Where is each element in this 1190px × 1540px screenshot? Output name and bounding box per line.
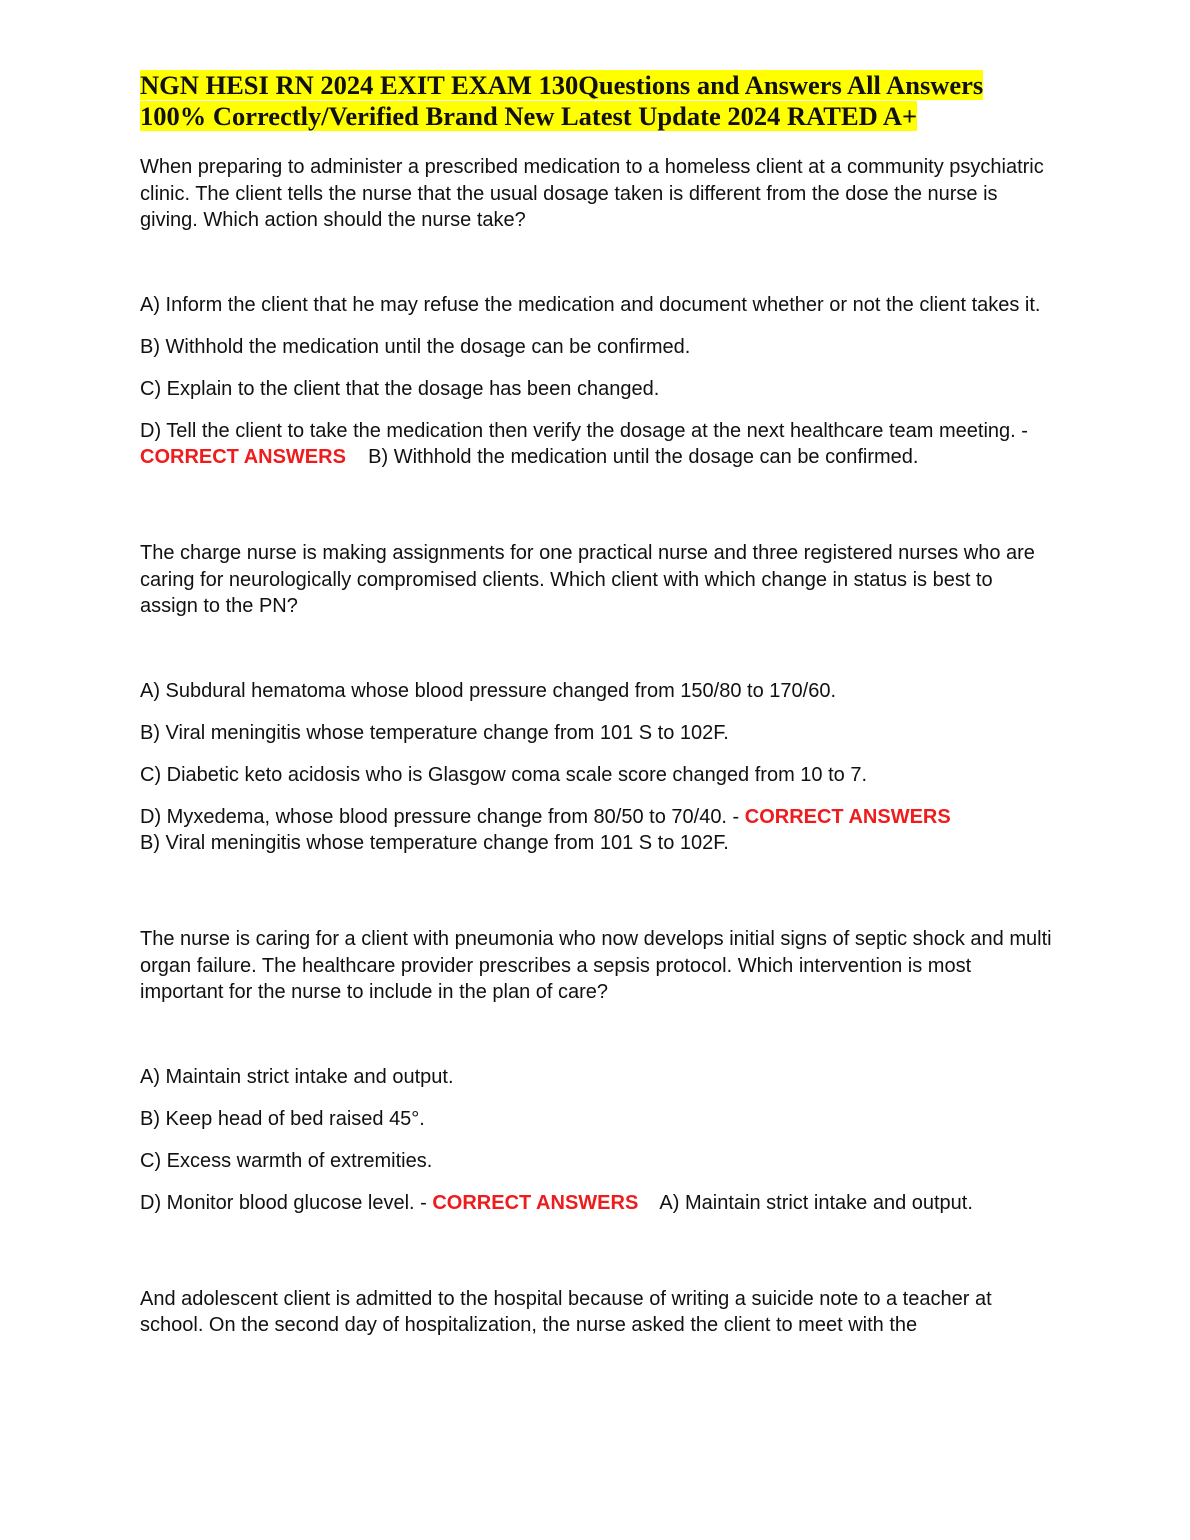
option-c: C) Diabetic keto acidosis who is Glasgow coma scale score changed from 10 to 7.	[140, 763, 868, 786]
question-block-4	[140, 1286, 1055, 1339]
option-d: D) Myxedema, whose blood pressure change from 80/50 to 70/40. -	[140, 805, 745, 828]
question-block-3	[140, 926, 1055, 1216]
answer-text: B) Viral meningitis whose temperature change from 101 S to 102F.	[140, 832, 729, 854]
question-stem: And adolescent client is admitted to the hospital because of writing a suicide note to a teacher at school. On the second day of hospitalization, the nurse asked the client to meet with the	[140, 1287, 992, 1336]
option-a: A) Inform the client that he may refuse the medication and document whether or not the client takes it.	[140, 293, 1041, 316]
option-c: C) Explain to the client that the dosage has been changed.	[140, 377, 660, 400]
option-b: B) Viral meningitis whose temperature change from 101 S to 102F.	[140, 721, 729, 744]
document-page	[140, 70, 1055, 1339]
correct-answers-label: CORRECT ANSWERS	[140, 446, 346, 468]
option-b: B) Keep head of bed raised 45°.	[140, 1107, 425, 1130]
option-d-with-answer	[140, 804, 1055, 857]
option-a: A) Maintain strict intake and output.	[140, 1065, 454, 1088]
option-c: C) Excess warmth of extremities.	[140, 1149, 433, 1172]
spacer	[140, 486, 1055, 540]
spacer	[140, 1232, 1055, 1286]
answer-text: A) Maintain strict intake and output.	[659, 1191, 973, 1214]
document-title	[140, 70, 1055, 132]
question-block-2	[140, 540, 1055, 857]
option-d-with-answer	[140, 1190, 1055, 1217]
question-stem: The charge nurse is making assignments for one practical nurse and three registered nurses who are caring for neurologically compromised clients. Which client with which change in status is best to assign to the PN?	[140, 542, 1035, 617]
option-b: B) Withhold the medication until the dosage can be confirmed.	[140, 335, 691, 358]
correct-answers-label: CORRECT ANSWERS	[432, 1191, 639, 1214]
correct-answers-label: CORRECT ANSWERS	[744, 805, 951, 828]
title-line-1: NGN HESI RN 2024 EXIT EXAM 130Questions and Answers All Answers	[140, 70, 984, 100]
option-list	[140, 1064, 1055, 1217]
answer-text: B) Withhold the medication until the dosage can be confirmed.	[368, 446, 919, 468]
option-list	[140, 678, 1055, 857]
question-stem: When preparing to administer a prescribed medication to a homeless client at a community psychiatric clinic. The client tells the nurse that the usual dosage taken is different from the dose the nurse is giving. Which action should the nurse take?	[140, 156, 1044, 231]
option-list	[140, 292, 1055, 471]
option-d-with-answer	[140, 418, 1055, 471]
question-stem: The nurse is caring for a client with pneumonia who now develops initial signs of septic shock and multi organ failure. The healthcare provider prescribes a sepsis protocol. Which intervention is most important for the nurse to include in the plan of care?	[140, 928, 1052, 1003]
option-a: A) Subdural hematoma whose blood pressure changed from 150/80 to 170/60.	[140, 679, 836, 702]
spacer	[140, 872, 1055, 926]
option-d: D) Monitor blood glucose level. -	[140, 1191, 433, 1214]
title-line-2: 100% Correctly/Verified Brand New Latest Update 2024 RATED A+	[140, 101, 918, 131]
option-d: D) Tell the client to take the medication then verify the dosage at the next healthcare team meeting. -	[140, 419, 1028, 442]
question-block-1	[140, 154, 1055, 471]
